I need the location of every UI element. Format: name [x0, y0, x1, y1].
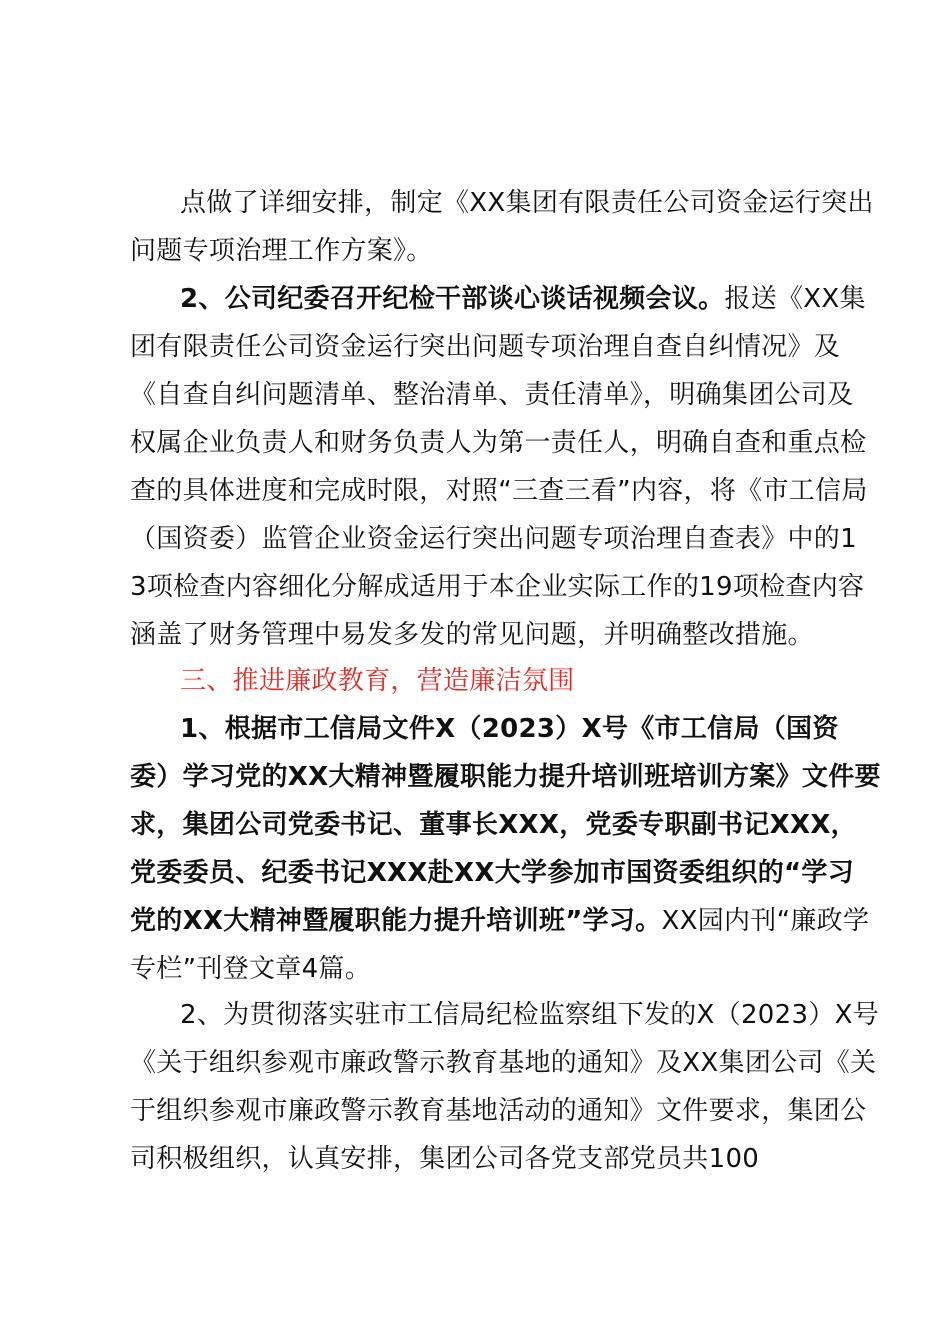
paragraph-line: 《自查自纠问题清单、整治清单、责任清单》，明确集团公司及: [130, 380, 854, 410]
bold-paragraph-line: 委）学习党的XX大精神暨履职能力提升培训班培训方案》文件要: [130, 762, 881, 792]
bold-paragraph-line: 1、根据市工信局文件X（2023）X号《市工信局（国资: [180, 714, 839, 744]
paragraph-line: 问题专项治理工作方案》。: [130, 236, 433, 266]
paragraph-line: 涵盖了财务管理中易发多发的常见问题，并明确整改措施。: [130, 620, 814, 650]
bold-paragraph-line: 求，集团公司党委书记、董事长XXX，党委专职副书记XXX，: [130, 810, 857, 840]
paragraph-line: 于组织参观市廉政警示教育基地活动的通知》文件要求，集团公: [130, 1096, 867, 1126]
paragraph-text: 报送《XX集: [724, 284, 866, 314]
paragraph-line: 3项检查内容细化分解成适用于本企业实际工作的19项检查内容: [130, 572, 865, 602]
paragraph-line: 2、为贯彻落实驻市工信局纪检监察组下发的X（2023）X号: [180, 1000, 880, 1030]
paragraph-text: XX园内刊“廉政学: [661, 906, 870, 936]
bold-text: 党的XX大精神暨履职能力提升培训班”学习。: [130, 906, 662, 936]
paragraph-first-line: [180, 282, 866, 316]
bold-paragraph-line: 党委委员、纪委书记XXX赴XX大学参加市国资委组织的“学习: [130, 858, 855, 888]
paragraph-line: 点做了详细安排，制定《XX集团有限责任公司资金运行突出: [180, 188, 874, 218]
paragraph-line: 团有限责任公司资金运行突出问题专项治理自查自纠情况》及: [130, 332, 841, 362]
paragraph-line: 权属企业负责人和财务负责人为第一责任人，明确自查和重点检: [130, 428, 867, 458]
section-heading: 三、推进廉政教育，营造廉洁氛围: [180, 666, 575, 696]
paragraph-line: 专栏”刊登文章4篇。: [130, 954, 372, 984]
paragraph-line: （国资委）监管企业资金运行突出问题专项治理自查表》中的1: [130, 524, 857, 554]
mixed-paragraph-line: [130, 904, 869, 938]
paragraph-line: 查的具体进度和完成时限，对照“三查三看”内容，将《市工信局: [130, 476, 868, 506]
paragraph-line: 《关于组织参观市廉政警示教育基地的通知》及XX集团公司《关: [130, 1048, 877, 1078]
paragraph-line: 司积极组织，认真安排，集团公司各党支部党员共100: [130, 1144, 760, 1174]
bold-lead-text: 2、公司纪委召开纪检干部谈心谈话视频会议。: [180, 284, 725, 314]
